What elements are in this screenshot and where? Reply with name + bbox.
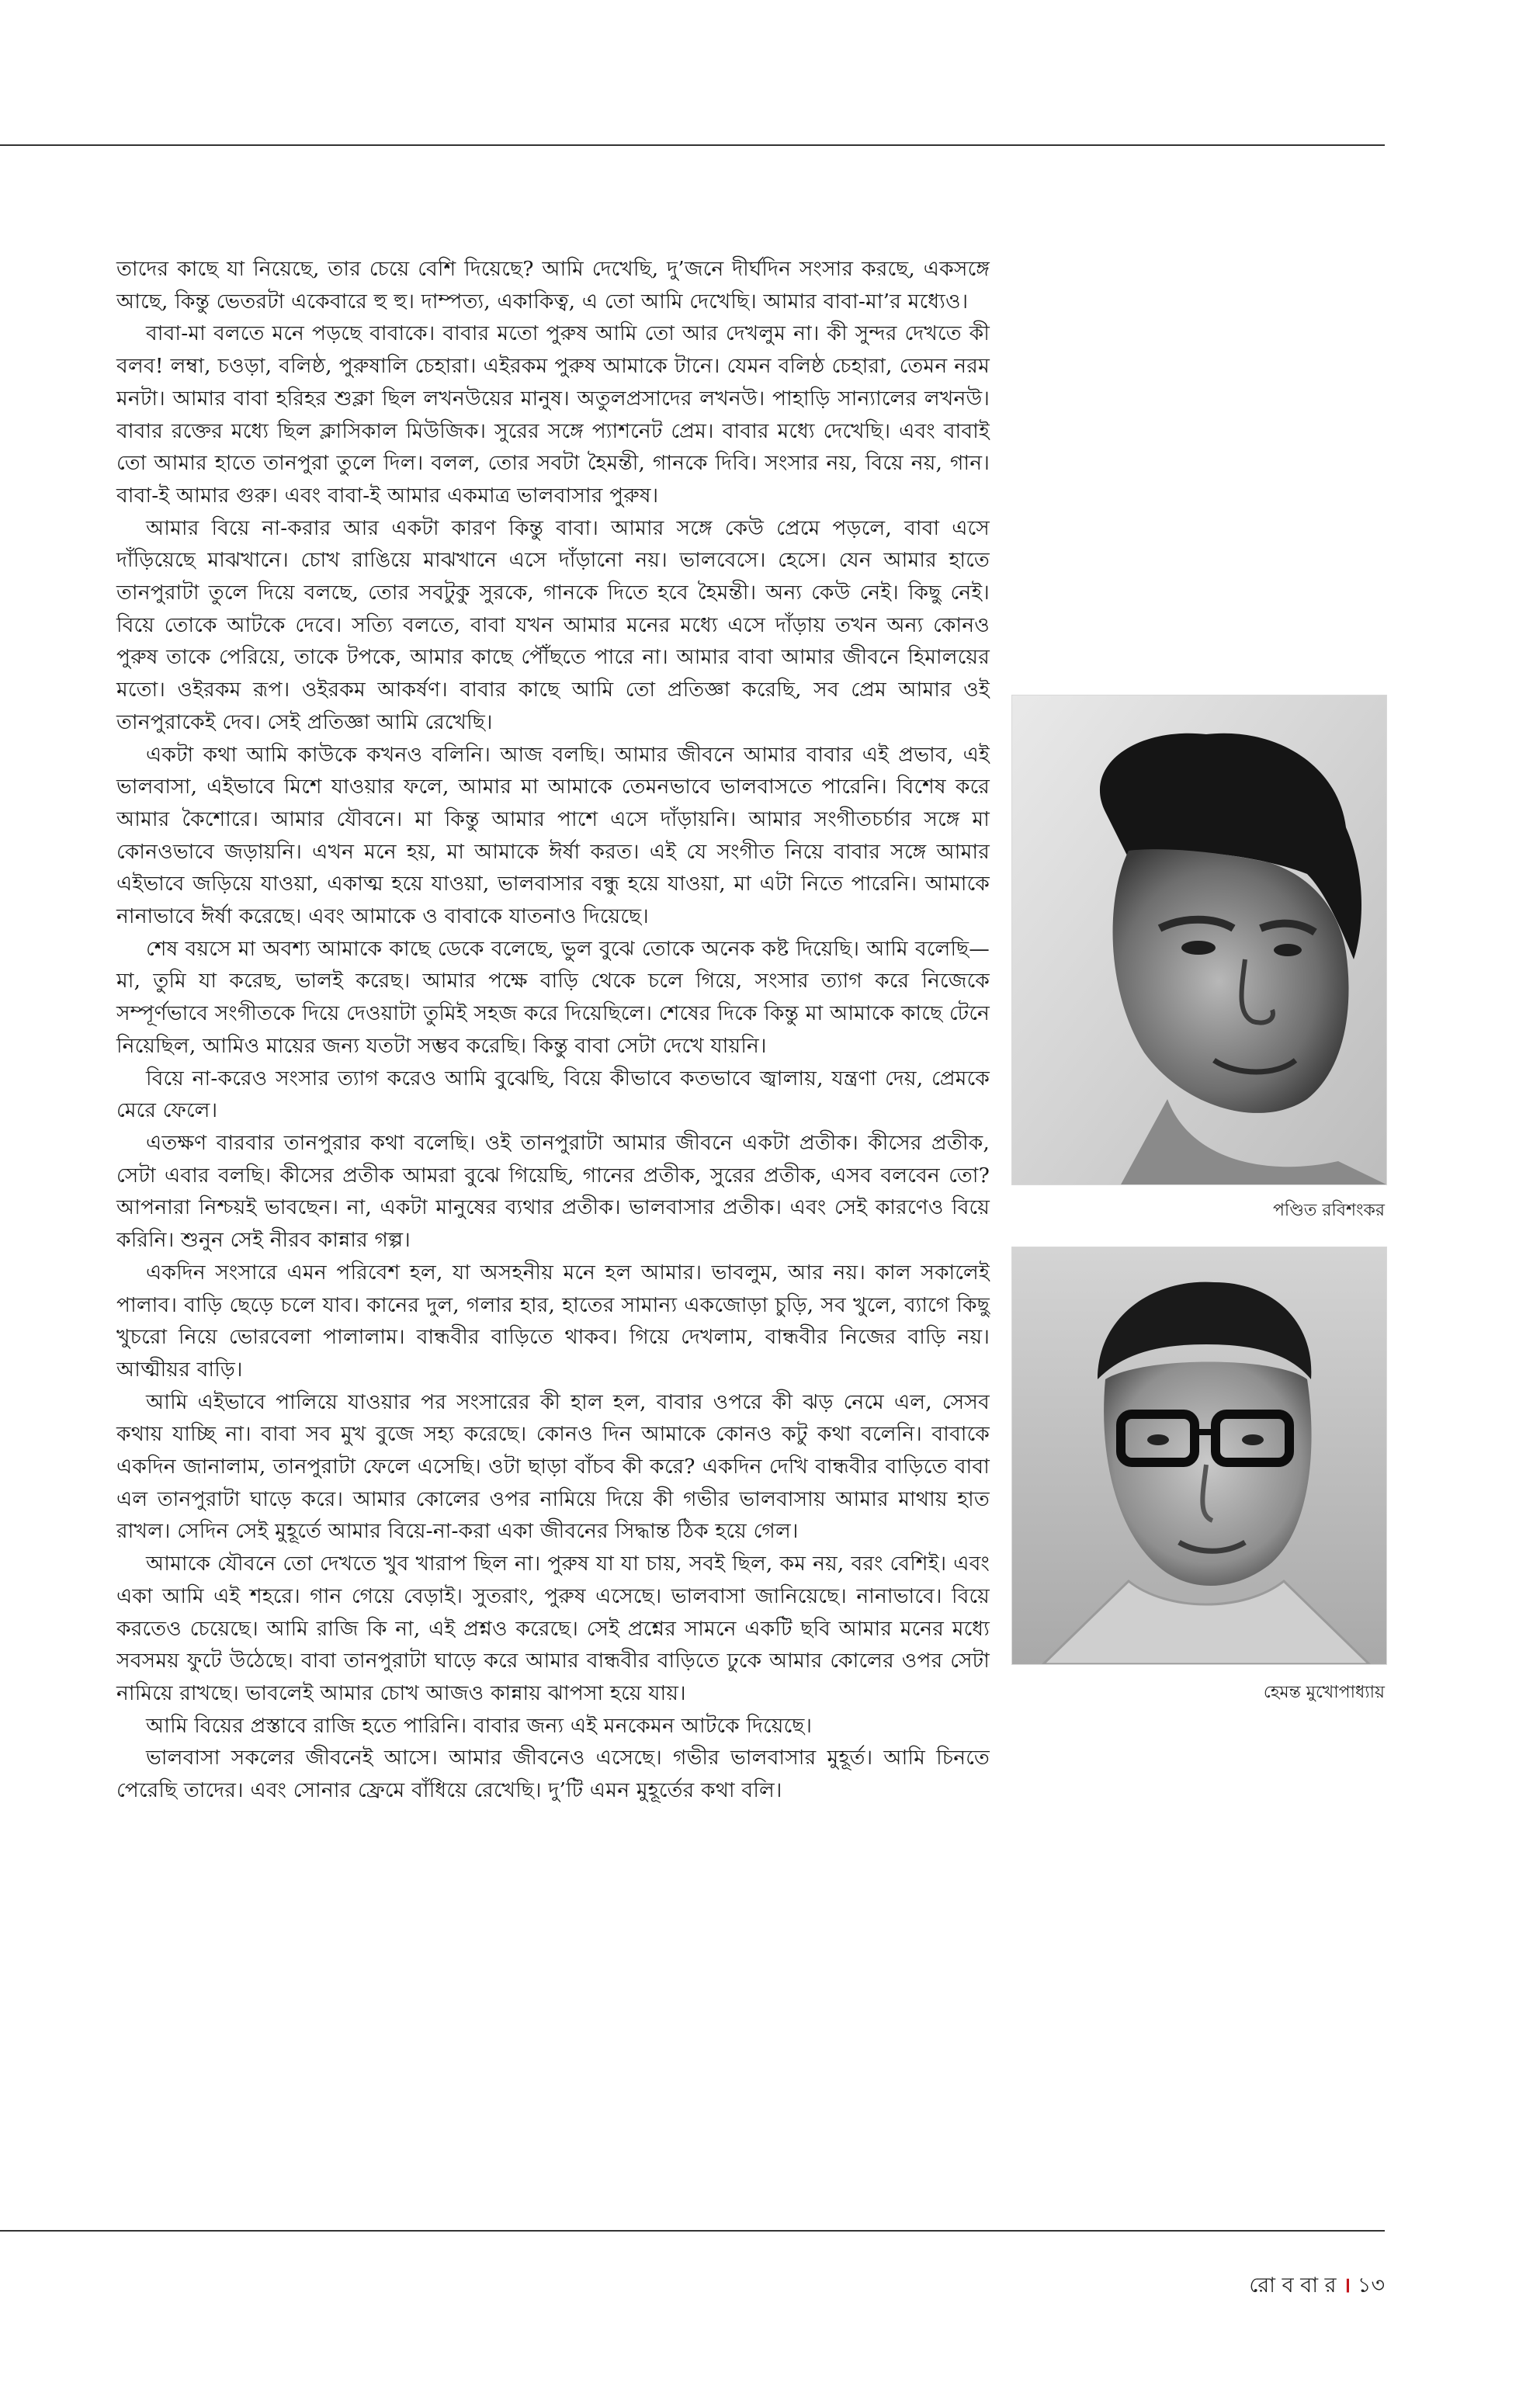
paragraph: আমাকে যৌবনে তো দেখতে খুব খারাপ ছিল না। পুরুষ যা যা চায়, সবই ছিল, কম নয়, বরং বেশিই। এবং একা আমি এই শহরে। গান গেয়ে বেড়াই। সুতরাং, পুরুষ এসেছে। ভালবাসা জানিয়েছে। নানাভাবে। বিয়ে করতেও চেয়েছে। আমি রাজি কি না, এই প্রশ্নও করেছে। সেই প্রশ্নের সামনে একটি ছবি আমার মনের মধ্যে সবসময় ফুটে উঠেছে। বাবা তানপুরাটা ঘাড়ে করে আমার বান্ধবীর বাড়িতে ঢুকে আমার কোলের ওপর সেটা নামিয়ে রাখছে। ভাবলেই আমার চোখ আজও কান্নায় ঝাপসা হয়ে যায়। bbox=[116, 1552, 990, 1705]
paragraph: বিয়ে না-করেও সংসার ত্যাগ করেও আমি বুঝেছি, বিয়ে কীভাবে কতভাবে জ্বালায়, যন্ত্রণা দেয়, প্রেমকে মেরে ফেলে। bbox=[116, 1066, 990, 1123]
footer-separator: । bbox=[1343, 2273, 1351, 2298]
bottom-rule bbox=[0, 2230, 1385, 2232]
paragraph: বাবা-মা বলতে মনে পড়ছে বাবাকে। বাবার মতো পুরুষ আমি তো আর দেখলুম না। কী সুন্দর দেখতে কী বলব! লম্বা, চওড়া, বলিষ্ঠ, পুরুষালি চেহারা। এইরকম পুরুষ আমাকে টানে। যেমন বলিষ্ঠ চেহারা, তেমন নরম মনটা। আমার বাবা হরিহর শুক্লা ছিল লখনউয়ের মানুষ। অতুলপ্রসাদের লখনউ। পাহাড়ি সান্যালের লখনউ। বাবার রক্তের মধ্যে ছিল ক্লাসিকাল মিউজিক। সুরের সঙ্গে প্যাশনেট প্রেম। বাবার মধ্যে দেখেছি। এবং বাবাই তো আমার হাতে তানপুরা তুলে দিল। বলল, তোর সবটা হৈমন্তী, গানকে দিবি। সংসার নয়, বিয়ে নয়, গান। বাবা-ই আমার গুরু। এবং বাবা-ই আমার একমাত্র ভালবাসার পুরুষ। bbox=[116, 321, 990, 508]
paragraph: এতক্ষণ বারবার তানপুরার কথা বলেছি। ওই তানপুরাটা আমার জীবনে একটা প্রতীক। কীসের প্রতীক, সেটা এবার বলছি। কীসের প্রতীক আমরা বুঝে গিয়েছি, গানের প্রতীক, সুরের প্রতীক, এসব বলবেন তো? আপনারা নিশ্চয়ই ভাবছেন। না, একটা মানুষের ব্যথার প্রতীক। ভালবাসার প্রতীক। এবং সেই কারণেও বিয়ে করিনি। শুনুন সেই নীরব কান্নার গল্প। bbox=[116, 1130, 990, 1253]
top-rule bbox=[0, 144, 1385, 146]
magazine-name: রো ব বা র bbox=[1249, 2273, 1337, 2298]
photo-ravi-shankar bbox=[1011, 695, 1387, 1185]
paragraph: একদিন সংসারে এমন পরিবেশ হল, যা অসহনীয় মনে হল আমার। ভাবলুম, আর নয়। কাল সকালেই পালাব। বাড়ি ছেড়ে চলে যাব। কানের দুল, গলার হার, হাতের সামান্য একজোড়া চুড়ি, সব খুলে, ব্যাগে কিছু খুচরো নিয়ে ভোরবেলা পালালাম। বান্ধবীর বাড়িতে থাকব। গিয়ে দেখলাম, বান্ধবীর নিজের বাড়ি নয়। আত্মীয়র বাড়ি। bbox=[116, 1260, 990, 1382]
portrait-image bbox=[1012, 1247, 1386, 1664]
photo-caption: হেমন্ত মুখোপাধ্যায় bbox=[1263, 1683, 1385, 1702]
portrait-image bbox=[1012, 695, 1386, 1184]
paragraph: একটা কথা আমি কাউকে কখনও বলিনি। আজ বলছি। আমার জীবনে আমার বাবার এই প্রভাব, এই ভালবাসা, এইভাবে মিশে যাওয়ার ফলে, আমার মা আমাকে তেমনভাবে ভালবাসতে পারেনি। বিশেষ করে আমার কৈশোরে। আমার যৌবনে। মা কিন্তু আমার পাশে এসে দাঁড়ায়নি। আমার সংগীতচর্চার সঙ্গে মা কোনওভাবে জড়ায়নি। এখন মনে হয়, মা আমাকে ঈর্ষা করত। এই যে সংগীত নিয়ে বাবার সঙ্গে আমার এইভাবে জড়িয়ে যাওয়া, একাত্ম হয়ে যাওয়া, ভালবাসার বন্ধু হয়ে যাওয়া, মা এটা নিতে পারেনি। আমাকে নানাভাবে ঈর্ষা করেছে। এবং আমাকে ও বাবাকে যাতনাও দিয়েছে। bbox=[116, 742, 990, 929]
paragraph: শেষ বয়সে মা অবশ্য আমাকে কাছে ডেকে বলেছে, ভুল বুঝে তোকে অনেক কষ্ট দিয়েছি। আমি বলেছি— মা, তুমি যা করেছ, ভালই করেছ। আমার পক্ষে বাড়ি থেকে চলে গিয়ে, সংসার ত্যাগ করে নিজেকে সম্পূর্ণভাবে সংগীতকে দিয়ে দেওয়াটা তুমিই সহজ করে দিয়েছিলে। শেষের দিকে কিন্তু মা আমাকে কাছে টেনে নিয়েছিল, আমিও মায়ের জন্য যতটা সম্ভব করেছি। কিন্তু বাবা সেটা দেখে যায়নি। bbox=[116, 936, 990, 1058]
page-footer bbox=[1249, 2270, 1385, 2305]
paragraph: আমার বিয়ে না-করার আর একটা কারণ কিন্তু বাবা। আমার সঙ্গে কেউ প্রেমে পড়লে, বাবা এসে দাঁড়িয়েছে মাঝখানে। চোখ রাঙিয়ে মাঝখানে এসে দাঁড়ানো নয়। ভালবেসে। হেসে। যেন আমার হাতে তানপুরাটা তুলে দিয়ে বলছে, তোর সবটুকু সুরকে, গানকে দিতে হবে হৈমন্তী। অন্য কেউ নেই। কিছু নেই। বিয়ে তোকে আটকে দেবে। সত্যি বলতে, বাবা যখন আমার মনের মধ্যে এসে দাঁড়ায় তখন অন্য কোনও পুরুষ তাকে পেরিয়ে, তাকে টপকে, আমার কাছে পৌঁছতে পারে না। আমার বাবা আমার জীবনে হিমালয়ের মতো। ওইরকম রূপ। ওইরকম আকর্ষণ। বাবার কাছে আমি তো প্রতিজ্ঞা করেছি, সব প্রেম আমার ওই তানপুরাকেই দেব। সেই প্রতিজ্ঞা আমি রেখেছি। bbox=[116, 515, 990, 734]
paragraph: আমি বিয়ের প্রস্তাবে রাজি হতে পারিনি। বাবার জন্য এই মনকেমন আটকে দিয়েছে। bbox=[146, 1713, 813, 1738]
page-number: ১৩ bbox=[1357, 2273, 1385, 2298]
article-body bbox=[116, 253, 990, 1807]
paragraph: ভালবাসা সকলের জীবনেই আসে। আমার জীবনেও এসেছে। গভীর ভালবাসার মুহূর্ত। আমি চিনতে পেরেছি তাদের। এবং সোনার ফ্রেমে বাঁধিয়ে রেখেছি। দু’টি এমন মুহূর্তের কথা বলি। bbox=[116, 1746, 990, 1803]
photo-hemanta-mukhopadhyay bbox=[1011, 1247, 1387, 1665]
photo-caption: পণ্ডিত রবিশংকর bbox=[1273, 1201, 1385, 1220]
paragraph: আমি এইভাবে পালিয়ে যাওয়ার পর সংসারের কী হাল হল, বাবার ওপরে কী ঝড় নেমে এল, সেসব কথায় যাচ্ছি না। বাবা সব মুখ বুজে সহ্য করেছে। কোনও দিন আমাকে কোনও কটু কথা বলেনি। বাবাকে একদিন জানালাম, তানপুরাটা ফেলে এসেছি। ওটা ছাড়া বাঁচব কী করে? একদিন দেখি বান্ধবীর বাড়িতে বাবা এল তানপুরাটা ঘাড়ে করে। আমার কোলের ওপর নামিয়ে দিয়ে কী গভীর ভালবাসায় আমার মাথায় হাত রাখল। সেদিন সেই মুহূর্তে আমার বিয়ে-না-করা একা জীবনের সিদ্ধান্ত ঠিক হয়ে গেল। bbox=[116, 1389, 990, 1544]
paragraph: তাদের কাছে যা নিয়েছে, তার চেয়ে বেশি দিয়েছে? আমি দেখেছি, দু’জনে দীর্ঘদিন সংসার করছে, একসঙ্গে আছে, কিন্তু ভেতরটা একেবারে হু হু। দাম্পত্য, একাকিত্ব, এ তো আমি দেখেছি। আমার বাবা-মা’র মধ্যেও। bbox=[116, 257, 990, 314]
